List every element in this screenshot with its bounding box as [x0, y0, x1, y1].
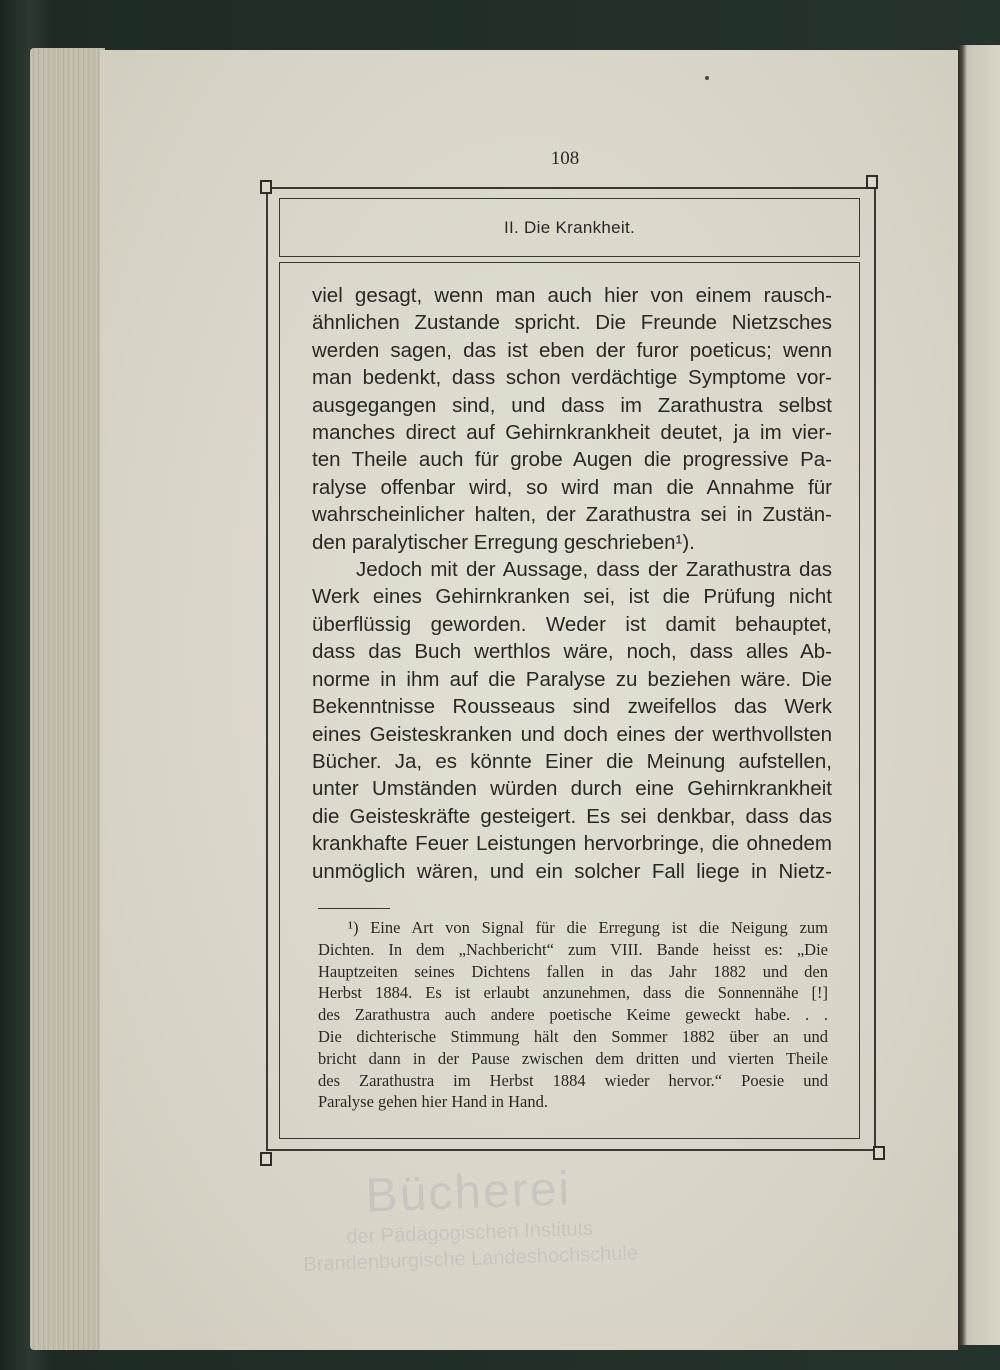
text-line: werden sagen, das ist eben der furor poeticus; wenn	[312, 338, 832, 362]
text-line: man bedenkt, dass schon verdächtige Symptome vor-	[312, 366, 832, 390]
text-line: überflüssig geworden. Weder ist damit behauptet,	[312, 612, 832, 636]
text-line: krankhafte Feuer Leistungen hervorbringe, die ohnedem	[312, 832, 832, 856]
frame-corner-bottom-left	[260, 1152, 272, 1166]
page-number: 108	[550, 148, 580, 169]
footnote-separator	[318, 908, 390, 909]
text-line: norme in ihm auf die Paralyse zu beziehen wäre. Die	[312, 667, 832, 691]
footnote-line: bricht dann in der Pause zwischen dem dritten und vierten Theile	[318, 1048, 828, 1068]
text-line: ralyse offenbar wird, so wird man die Annahme für	[312, 475, 832, 499]
text-line: manches direct auf Gehirnkrankheit deutet, ja im vier-	[312, 421, 832, 445]
footnote-line: des Zarathustra auch andere poetische Keime geweckt habe. . .	[318, 1005, 828, 1025]
text-line: eines Geisteskranken und doch eines der werthvollsten	[312, 722, 832, 746]
footnote-line: Hauptzeiten seines Dichtens fallen in das Jahr 1882 und den	[318, 961, 828, 981]
footnote-line: Dichten. In dem „Nachbericht“ zum VIII. Bande heisst es: „Die	[318, 939, 828, 959]
text-line: ähnlichen Zustande spricht. Die Freunde Nietzsches	[312, 311, 832, 335]
text-line: ten Theile auch für grobe Augen die progressive Pa-	[312, 448, 832, 472]
text-line: ausgegangen sind, und dass im Zarathustra selbst	[312, 393, 832, 417]
running-header-box	[279, 198, 860, 257]
text-line: Bücher. Ja, es könnte Einer die Meinung aufstellen,	[312, 749, 832, 773]
text-line: den paralytischer Erregung geschrieben¹).	[312, 530, 695, 554]
text-line: Jedoch mit der Aussage, dass der Zarathustra das	[356, 558, 832, 582]
facing-page-edge	[958, 45, 1000, 1345]
footnote-line: des Zarathustra im Herbst 1884 wieder hervor.“ Poesie und	[318, 1070, 828, 1090]
footnote-line: Paralyse gehen hier Hand in Hand.	[318, 1092, 549, 1112]
frame-corner-bottom-right	[873, 1146, 885, 1160]
footnote-line: ¹) Eine Art von Signal für die Erregung ist die Neigung zum	[348, 918, 828, 937]
footnote	[318, 917, 828, 1113]
text-line: Werk eines Gehirnkranken sei, ist die Prüfung nicht	[312, 585, 832, 609]
text-line: unmöglich wären, und ein solcher Fall liege in Nietz-	[312, 859, 832, 883]
running-header: II. Die Krankheit.	[503, 217, 636, 237]
text-line: Bekenntnisse Rousseaus sind zweifellos das Werk	[312, 695, 832, 719]
text-line: die Geisteskräfte gesteigert. Es sei denkbar, dass das	[312, 804, 832, 828]
text-line: unter Umständen würden durch eine Gehirnkrankheit	[312, 777, 832, 801]
text-line: dass das Buch werthlos wäre, noch, dass alles Ab-	[312, 640, 832, 664]
page-edges	[30, 48, 105, 1350]
text-line: wahrscheinlicher halten, der Zarathustra sei in Zustän-	[312, 503, 832, 527]
frame-corner-top-right	[866, 175, 878, 189]
text-line: viel gesagt, wenn man auch hier von einem rausch-	[312, 284, 832, 307]
ink-speck	[705, 76, 709, 80]
footnote-line: Herbst 1884. Es ist erlaubt anzunehmen, dass die Sonnennähe [!]	[318, 983, 828, 1003]
main-text	[312, 282, 832, 885]
footnote-line: Die dichterische Stimmung hält den Sommer 1882 über an und	[318, 1026, 828, 1046]
frame-corner-top-left	[260, 180, 272, 194]
